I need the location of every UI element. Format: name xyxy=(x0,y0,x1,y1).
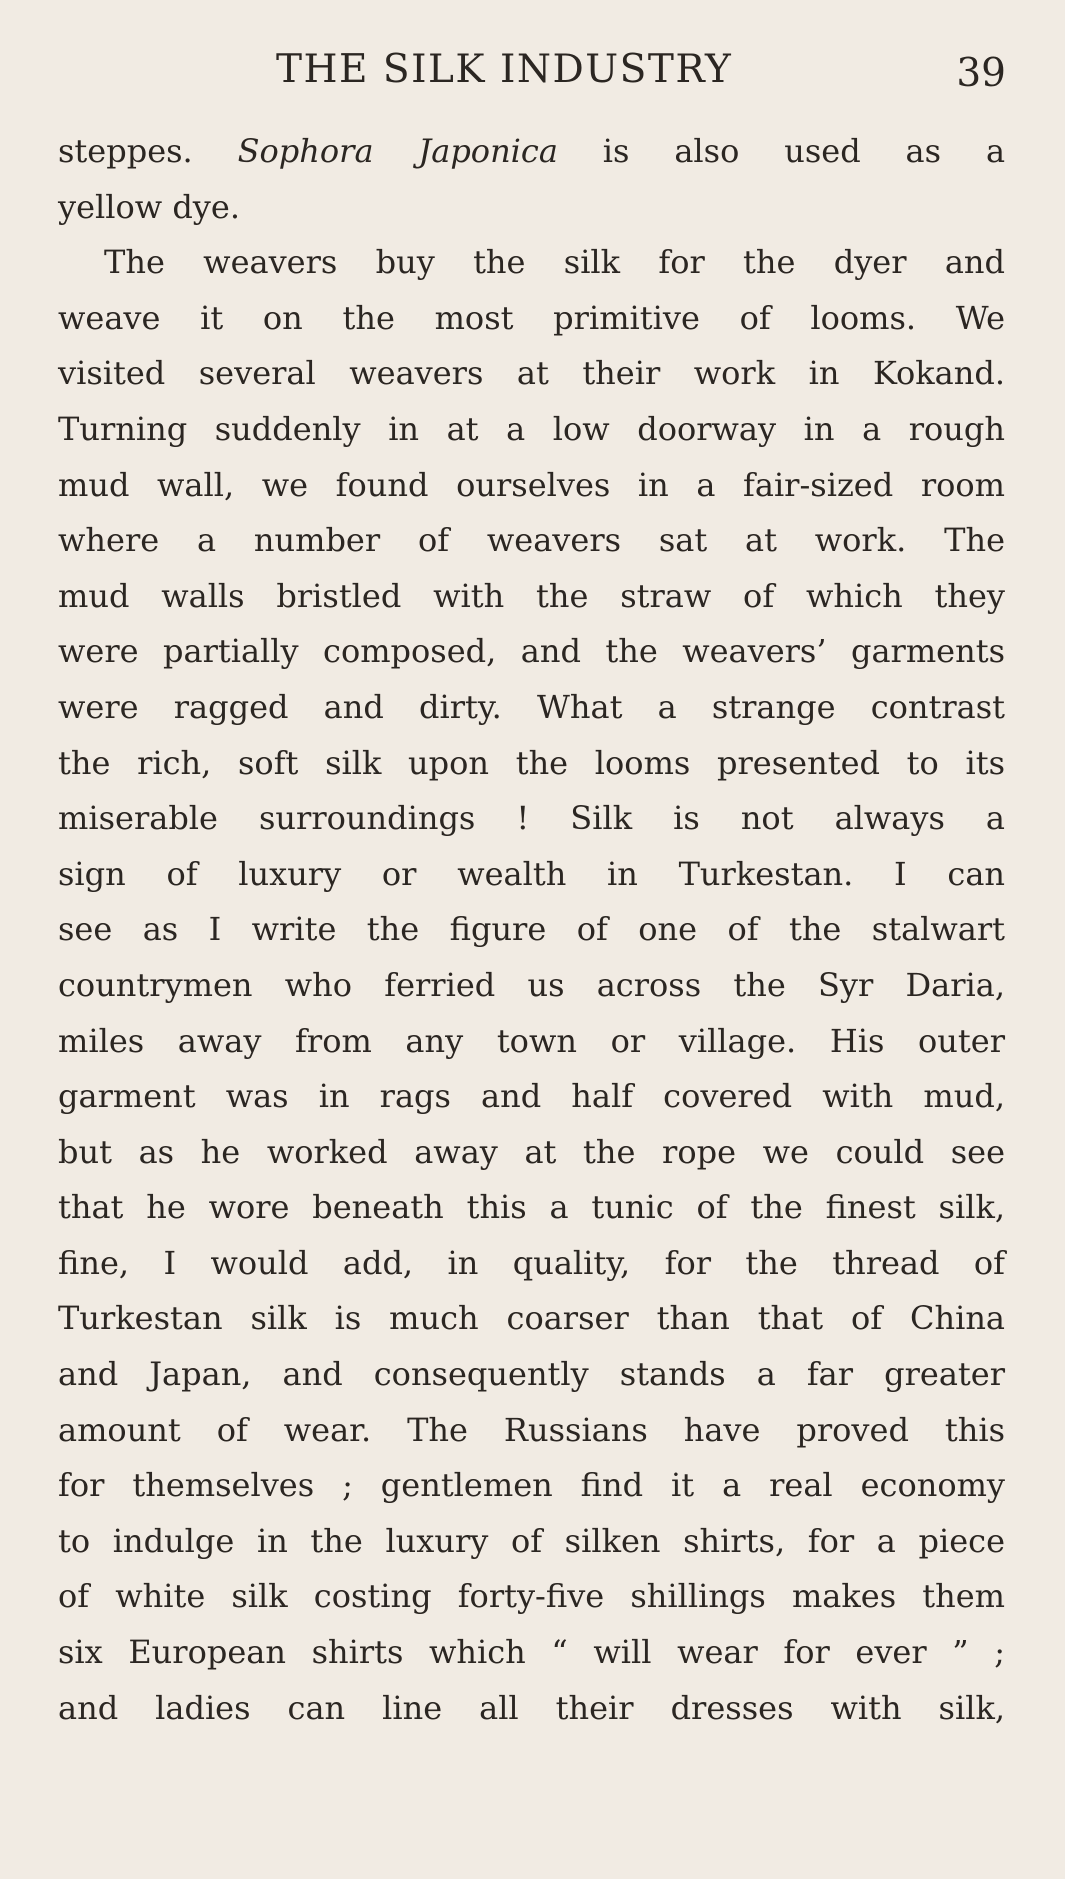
text-line: visited several weavers at their work in Kokand. xyxy=(58,354,1005,393)
text-line: of white silk costing forty-five shillings makes them xyxy=(58,1577,1005,1616)
text-line: and ladies can line all their dresses with silk, xyxy=(58,1688,1005,1727)
body-text xyxy=(58,124,1005,1736)
text-line: where a number of weavers sat at work. The xyxy=(58,521,1005,560)
text-line: to indulge in the luxury of silken shirts, for a piece xyxy=(58,1521,1005,1560)
text-line: sign of luxury or wealth in Turkestan. I can xyxy=(58,854,1005,893)
text-line: The weavers buy the silk for the dyer and xyxy=(104,243,1005,282)
text-line: garment was in rags and half covered with mud, xyxy=(58,1077,1005,1116)
text-line: countrymen who ferried us across the Syr Daria, xyxy=(58,965,1005,1004)
text-line: steppes. Sophora Japonica is also used as a xyxy=(58,132,1006,170)
text-line: fine, I would add, in quality, for the thread of xyxy=(58,1243,1005,1282)
page-header xyxy=(0,40,1065,100)
text-line: the rich, soft silk upon the looms presented to its xyxy=(58,743,1005,782)
text-line: were ragged and dirty. What a strange contrast xyxy=(58,687,1005,726)
text-line: for themselves ; gentlemen find it a real economy xyxy=(58,1466,1005,1505)
text-line: but as he worked away at the rope we could see xyxy=(58,1132,1005,1171)
text-line: Turning suddenly in at a low doorway in a rough xyxy=(58,409,1005,448)
text-line: miles away from any town or village. His outer xyxy=(58,1021,1005,1060)
text-line: and Japan, and consequently stands a far greater xyxy=(58,1355,1005,1394)
text-line: miserable surroundings ! Silk is not always a xyxy=(58,799,1005,838)
text-line: that he wore beneath this a tunic of the finest silk, xyxy=(58,1188,1005,1227)
text-line: were partially composed, and the weavers’ garments xyxy=(58,632,1005,671)
text-line: six European shirts which “ will wear for ever ” ; xyxy=(58,1633,1005,1672)
text-line: see as I write the figure of one of the stalwart xyxy=(58,910,1005,949)
text-line: weave it on the most primitive of looms. We xyxy=(58,298,1005,337)
text-line: amount of wear. The Russians have proved this xyxy=(58,1410,1005,1449)
text-line: Turkestan silk is much coarser than that of China xyxy=(58,1299,1005,1338)
text-line: mud walls bristled with the straw of which they xyxy=(58,576,1005,615)
text-line: mud wall, we found ourselves in a fair-sized room xyxy=(58,465,1005,504)
italic-species-name: Sophora Japonica xyxy=(237,132,558,170)
running-title: THE SILK INDUSTRY xyxy=(276,47,733,92)
text-line: yellow dye. xyxy=(58,187,240,226)
page-number: 39 xyxy=(956,51,1006,96)
